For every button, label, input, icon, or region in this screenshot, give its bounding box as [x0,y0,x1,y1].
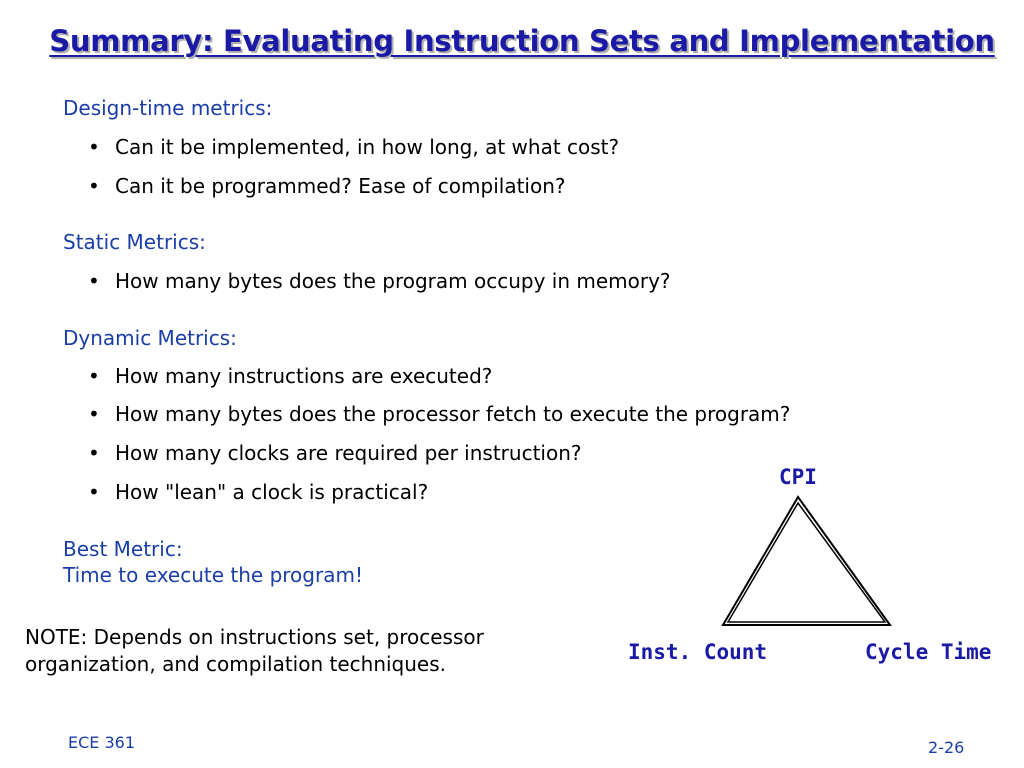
footer-course: ECE 361 [68,733,136,752]
dynamic-metrics-heading: Dynamic Metrics: [63,326,237,350]
design-metrics-heading: Design-time metrics: [63,96,273,120]
triangle-outline [723,497,890,625]
bullet-item [88,402,790,426]
best-metric-text: Time to execute the program! [63,563,363,587]
best-metric-heading: Best Metric: [63,537,183,561]
cpi-label: CPI [779,465,817,489]
bullet-item [88,480,428,504]
inst-count-label: Inst. Count [628,640,768,664]
bullet-dot-icon: • [88,441,100,465]
bullet-item [88,135,619,159]
bullet-item [88,174,566,198]
static-metrics-heading: Static Metrics: [63,230,206,254]
bullet-dot-icon: • [88,135,100,159]
bullet-item [88,441,582,465]
bullet-dot-icon: • [88,174,100,198]
bullet-text: How many bytes does the processor fetch to execute the program? [115,402,791,426]
bullet-dot-icon: • [88,480,100,504]
bullet-text: How "lean" a clock is practical? [115,480,429,504]
note-line: NOTE: Depends on instructions set, processor [25,625,484,649]
slide-title: Summary: Evaluating Instruction Sets and Implementation [49,24,995,58]
bullet-item [88,364,492,388]
triangle-inner-outline [728,503,885,622]
note-text [25,624,484,678]
bullet-text: How many instructions are executed? [115,364,493,388]
bullet-item [88,269,671,293]
bullet-dot-icon: • [88,402,100,426]
bullet-text: Can it be implemented, in how long, at what cost? [115,135,620,159]
triangle-diagram [710,490,900,635]
bullet-text: How many clocks are required per instruction? [115,441,582,465]
bullet-dot-icon: • [88,269,100,293]
bullet-text: Can it be programmed? Ease of compilation? [115,174,566,198]
note-line: organization, and compilation techniques. [25,652,447,676]
bullet-text: How many bytes does the program occupy in memory? [115,269,671,293]
cycle-time-label: Cycle Time [865,640,992,664]
page-number: 2-26 [928,738,965,757]
bullet-dot-icon: • [88,364,100,388]
